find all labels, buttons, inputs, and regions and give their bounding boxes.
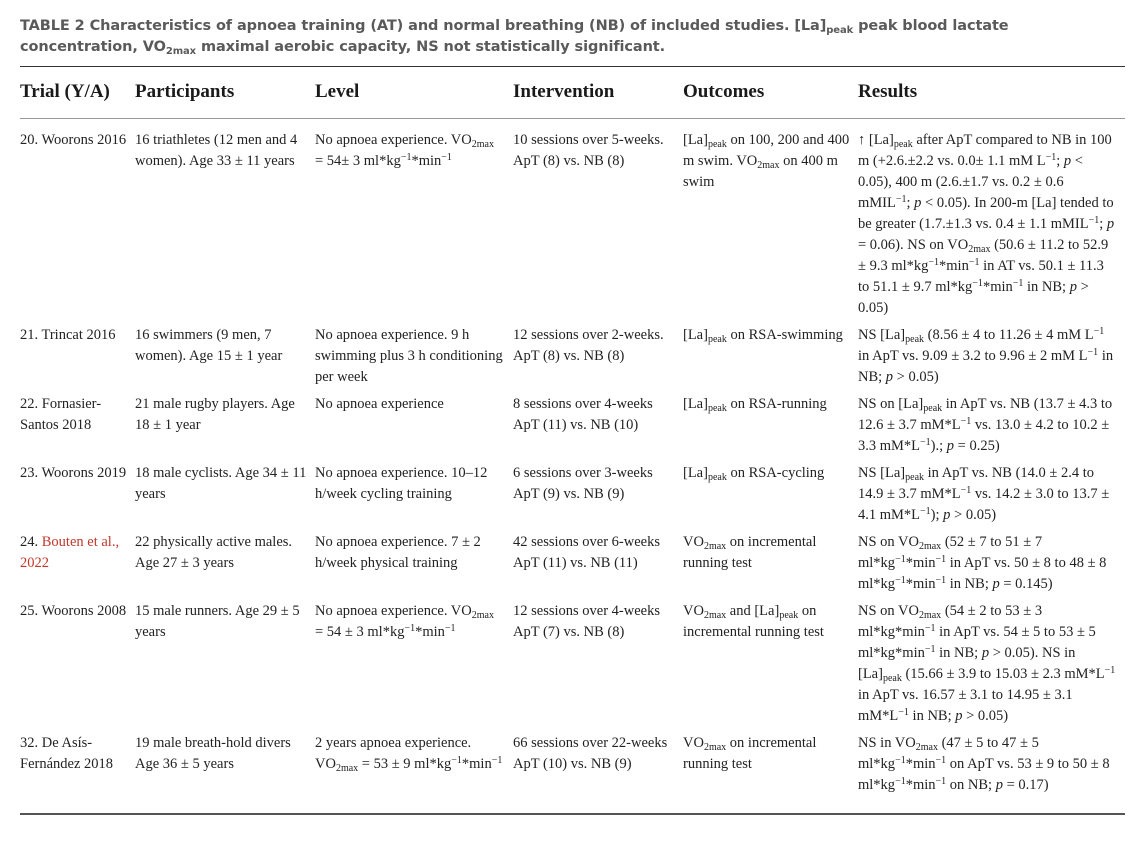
p-value-symbol: p [1106, 216, 1115, 232]
cell-outcomes [683, 325, 858, 394]
column-header-results: Results [858, 81, 918, 102]
cell-text: in NB; [946, 576, 993, 592]
superscript: −1 [491, 755, 503, 766]
cell-results [858, 463, 1125, 532]
cell-participants: 22 physically active males. Age 27 ± 3 years [135, 534, 293, 571]
cell-text: [La] [683, 465, 708, 481]
superscript: −1 [968, 257, 980, 268]
superscript: −1 [441, 152, 452, 163]
caption-subscript: peak [826, 25, 854, 36]
cell-level: No apnoea experience. 9 h swimming plus 3 h conditioning per week [315, 327, 503, 385]
cell-text: *min [905, 555, 936, 571]
superscript: −1 [895, 755, 906, 766]
subscript: peak [707, 403, 727, 414]
cell-text: *min [415, 624, 445, 640]
cell-text: < 0.05), 400 m (2.6.±1.7 vs. 0.2 ± 0.6 mMIL [858, 153, 1083, 211]
caption-text: peak blood lactate concentration, VO [20, 18, 1009, 55]
superscript: −1 [1045, 152, 1057, 163]
cell-text: in NB; [1023, 279, 1070, 295]
p-value-symbol: p [1063, 153, 1072, 169]
subscript: 2max [918, 541, 942, 552]
caption-subscript: 2max [165, 46, 197, 57]
cell-level [315, 130, 513, 325]
cell-participants: 16 triathletes (12 men and 4 women). Age 33 ± 11 years [135, 132, 298, 169]
cell-text: (52 ± 7 to 51 ± 7 ml*kg [858, 534, 1043, 571]
cell-intervention: 66 sessions over 22-weeks ApT (10) vs. NB (9) [513, 735, 668, 772]
subscript: peak [707, 472, 727, 483]
cell-intervention: 8 sessions over 4-weeks ApT (11) vs. NB (10) [513, 396, 653, 433]
subscript: peak [905, 472, 925, 483]
superscript: −1 [935, 776, 947, 787]
cell-text: *min [982, 279, 1013, 295]
cell-results [858, 130, 1125, 325]
cell-trial: 22. Fornasier-Santos 2018 [20, 396, 102, 433]
column-header-trial: Trial (Y/A) [20, 81, 110, 102]
cell-text: after ApT compared to NB in 100 m (+2.6.±2.2 vs. 0.0± 1.1 mM L [858, 132, 1112, 169]
superscript: −1 [960, 416, 972, 427]
cell-text: = 0.145) [999, 576, 1053, 592]
superscript: −1 [1087, 347, 1099, 358]
cell-text: > 0.05) [893, 369, 939, 385]
cell-text: ; [1099, 216, 1107, 232]
subscript: 2max [703, 610, 727, 621]
cell-trial: 25. Woorons 2008 [20, 603, 127, 619]
superscript: −1 [935, 575, 947, 586]
cell-results [858, 325, 1125, 394]
superscript: −1 [404, 623, 416, 634]
p-value-symbol: p [885, 369, 894, 385]
superscript: −1 [444, 623, 456, 634]
superscript: −1 [928, 257, 940, 268]
superscript: −1 [895, 776, 906, 787]
cell-outcomes [683, 394, 858, 463]
superscript: −1 [895, 575, 906, 586]
cell-text: in ApT vs. NB (14.0 ± 2.4 to 14.9 ± 3.7 mM*L [858, 465, 1095, 502]
p-value-symbol: p [943, 507, 951, 523]
cell-text: 2 years apnoea experience. VO [315, 735, 472, 772]
column-header-level: Level [315, 81, 360, 102]
superscript: −1 [924, 644, 936, 655]
subscript: peak [707, 139, 727, 150]
subscript: peak [779, 610, 799, 621]
cell-text: (54 ± 2 to 53 ± 3 ml*kg*min [858, 603, 1043, 640]
cell-text: NS on VO [858, 603, 919, 619]
cell-text: (15.66 ± 3.9 to 15.03 ± 2.3 mM*L [901, 666, 1105, 682]
cell-text: in ApT vs. 9.09 ± 3.2 to 9.96 ± 2 mM L [858, 348, 1088, 364]
cell-text: ↑ [La] [858, 132, 894, 148]
subscript: 2max [968, 244, 991, 255]
cell-text: in AT vs. 50.1 ± 11.3 to 51.1 ± 9.7 ml*kg [858, 258, 1104, 295]
table-top-rule [20, 66, 1125, 67]
cell-participants: 21 male rugby players. Age 18 ± 1 year [135, 396, 295, 433]
table-caption [20, 16, 1125, 58]
column-header-outcomes: Outcomes [683, 81, 765, 102]
subscript: peak [707, 334, 727, 345]
p-value-symbol: p [946, 438, 955, 454]
cell-text: [La] [683, 396, 708, 412]
cell-level: No apnoea experience. 10–12 h/week cycling training [315, 465, 488, 502]
cell-text: = 53 ± 9 ml*kg [358, 756, 452, 772]
cell-text: and [La] [726, 603, 780, 619]
cell-text: on incremental running test [683, 534, 817, 571]
cell-text: on RSA-running [726, 396, 827, 412]
cell-text: on incremental running test [683, 735, 817, 772]
table-row [20, 463, 1125, 532]
cell-text: on 100, 200 and 400 m swim. VO [683, 132, 850, 169]
p-value-symbol: p [914, 195, 922, 211]
superscript: −1 [895, 194, 907, 205]
table-row [20, 325, 1125, 394]
cell-text: in NB; [908, 708, 956, 724]
cell-text: ); [930, 507, 944, 523]
cell-text: *min [939, 258, 969, 274]
characteristics-table [20, 70, 1125, 802]
cell-results [858, 532, 1125, 601]
cell-text: = 0.17) [1002, 777, 1049, 793]
cell-text: = 0.06). NS on VO [858, 237, 969, 253]
cell-text: [La] [683, 132, 708, 148]
cell-text: *min [411, 153, 442, 169]
cell-trial: 21. Trincat 2016 [20, 327, 116, 343]
cell-outcomes [683, 463, 858, 532]
cell-text: VO [683, 603, 704, 619]
cell-text: ; [906, 195, 915, 211]
table-row [20, 733, 1125, 802]
superscript: −1 [1093, 326, 1105, 337]
subscript: peak [882, 673, 902, 684]
cell-text: > 0.05) [962, 708, 1009, 724]
superscript: −1 [400, 152, 412, 163]
cell-text: on incremental running test [683, 603, 824, 640]
cell-text: ).; [930, 438, 947, 454]
cell-text: NS on [La] [858, 396, 924, 412]
cell-text: VO [683, 735, 704, 751]
cell-text: [La] [683, 327, 708, 343]
subscript: 2max [757, 160, 780, 171]
cell-level [315, 733, 513, 802]
caption-text: maximal aerobic capacity, NS not statistically significant. [196, 39, 666, 55]
cell-trial: 32. De Asís-Fernández 2018 [20, 735, 114, 772]
cell-level: No apnoea experience [315, 396, 444, 412]
cell-text: in NB; [858, 348, 1114, 385]
cell-text: in ApT vs. 54 ± 5 to 53 ± 5 ml*kg*min [858, 624, 1096, 661]
cell-text: NS on VO [858, 534, 919, 550]
cell-text: on RSA-cycling [726, 465, 825, 481]
cell-participants: 15 male runners. Age 29 ± 5 years [135, 603, 300, 640]
cell-text: > 0.05) [858, 279, 1089, 316]
table-row [20, 532, 1125, 601]
subscript: 2max [703, 541, 727, 552]
subscript: 2max [918, 610, 942, 621]
cell-text: on RSA-swimming [726, 327, 843, 343]
cell-text: (8.56 ± 4 to 11.26 ± 4 mM L [924, 327, 1094, 343]
table-header-row [20, 70, 1125, 114]
table-row [20, 394, 1125, 463]
table-bottom-rule [20, 813, 1125, 815]
subscript: peak [893, 139, 913, 150]
cell-text: in NB; [935, 645, 982, 661]
subscript: 2max [471, 610, 494, 621]
cell-text: ; [1056, 153, 1064, 169]
p-value-symbol: p [981, 645, 990, 661]
cell-text: NS [La] [858, 465, 906, 481]
cell-text: on NB; [946, 777, 996, 793]
cell-text: on ApT vs. 53 ± 9 to 50 ± 8 ml*kg [858, 756, 1110, 793]
cell-text: VO [683, 534, 704, 550]
p-value-symbol: p [992, 576, 1000, 592]
cell-text: > 0.05). NS in [La] [858, 645, 1076, 682]
cell-text: vs. 14.2 ± 3.0 to 13.7 ± 4.1 mM*L [858, 486, 1110, 523]
column-header-participants: Participants [135, 81, 235, 102]
table-row [20, 130, 1125, 325]
cell-text: NS in VO [858, 735, 916, 751]
cell-text: = 0.25) [954, 438, 1000, 454]
cell-results [858, 733, 1125, 802]
cell-text: > 0.05) [950, 507, 997, 523]
trial-number: 24. [20, 534, 42, 550]
cell-trial: 20. Woorons 2016 [20, 132, 127, 148]
cell-text: (50.6 ± 11.2 to 52.9 ± 9.3 ml*kg [858, 237, 1109, 274]
cell-text: in ApT vs. 16.57 ± 3.1 to 14.95 ± 3.1 mM*L [858, 687, 1073, 724]
cell-results [858, 394, 1125, 463]
cell-text: (47 ± 5 to 47 ± 5 ml*kg [858, 735, 1039, 772]
cell-text: in ApT vs. 50 ± 8 to 48 ± 8 ml*kg [858, 555, 1107, 592]
superscript: −1 [935, 755, 947, 766]
superscript: −1 [1088, 215, 1100, 226]
subscript: 2max [915, 742, 938, 753]
cell-intervention: 42 sessions over 6-weeks ApT (11) vs. NB (11) [513, 534, 660, 571]
superscript: −1 [898, 707, 909, 718]
cell-outcomes [683, 733, 858, 802]
cell-intervention: 12 sessions over 2-weeks. ApT (8) vs. NB (8) [513, 327, 664, 364]
subscript: peak [905, 334, 925, 345]
cell-text: = 54 ± 3 ml*kg [315, 624, 405, 640]
superscript: −1 [920, 506, 931, 517]
cell-text: NS [La] [858, 327, 906, 343]
cell-outcomes [683, 130, 858, 325]
superscript: −1 [451, 755, 462, 766]
superscript: −1 [972, 278, 983, 289]
subscript: 2max [471, 139, 494, 150]
cell-trial [20, 532, 135, 601]
subscript: 2max [703, 742, 727, 753]
cell-intervention: 12 sessions over 4-weeks ApT (7) vs. NB (8) [513, 603, 660, 640]
p-value-symbol: p [995, 777, 1003, 793]
cell-outcomes [683, 601, 858, 733]
cell-level [315, 601, 513, 733]
column-header-intervention: Intervention [513, 81, 615, 102]
superscript: −1 [1104, 665, 1116, 676]
cell-results [858, 601, 1125, 733]
cell-text: *min [905, 777, 936, 793]
table-row [20, 601, 1125, 733]
cell-text: *min [905, 756, 936, 772]
caption-text: TABLE 2 Characteristics of apnoea training (AT) and normal breathing (NB) of included studies. [La] [20, 18, 827, 34]
cell-text: on 400 m swim [683, 153, 838, 190]
superscript: −1 [1012, 278, 1024, 289]
cell-intervention: 10 sessions over 5-weeks. ApT (8) vs. NB (8) [513, 132, 664, 169]
subscript: 2max [335, 763, 359, 774]
cell-level: No apnoea experience. 7 ± 2 h/week physical training [315, 534, 481, 571]
cell-text: < 0.05). In 200-m [La] tended to be greater (1.7.±1.3 vs. 0.4 ± 1.1 mMIL [858, 195, 1114, 232]
p-value-symbol: p [955, 708, 963, 724]
cell-text: in ApT vs. NB (13.7 ± 4.3 to 12.6 ± 3.7 mM*L [858, 396, 1113, 433]
cell-intervention: 6 sessions over 3-weeks ApT (9) vs. NB (9) [513, 465, 653, 502]
cell-participants: 18 male cyclists. Age 34 ± 11 years [135, 465, 307, 502]
cell-participants: 16 swimmers (9 men, 7 women). Age 15 ± 1 year [135, 327, 283, 364]
cell-outcomes [683, 532, 858, 601]
cell-trial: 23. Woorons 2019 [20, 465, 127, 481]
cell-text: = 54± 3 ml*kg [315, 153, 401, 169]
cell-text: *min [461, 756, 492, 772]
cell-participants: 19 male breath-hold divers Age 36 ± 5 years [135, 735, 291, 772]
reference-link[interactable]: Bouten et al., 2022 [20, 534, 120, 571]
subscript: peak [923, 403, 943, 414]
superscript: −1 [895, 554, 906, 565]
cell-text: No apnoea experience. VO [315, 132, 472, 148]
superscript: −1 [920, 437, 931, 448]
cell-text: vs. 13.0 ± 4.2 to 10.2 ± 3.3 mM*L [858, 417, 1110, 454]
cell-text: *min [905, 576, 936, 592]
superscript: −1 [960, 485, 972, 496]
cell-text: No apnoea experience. VO [315, 603, 472, 619]
superscript: −1 [935, 554, 947, 565]
p-value-symbol: p [1069, 279, 1077, 295]
superscript: −1 [924, 623, 936, 634]
